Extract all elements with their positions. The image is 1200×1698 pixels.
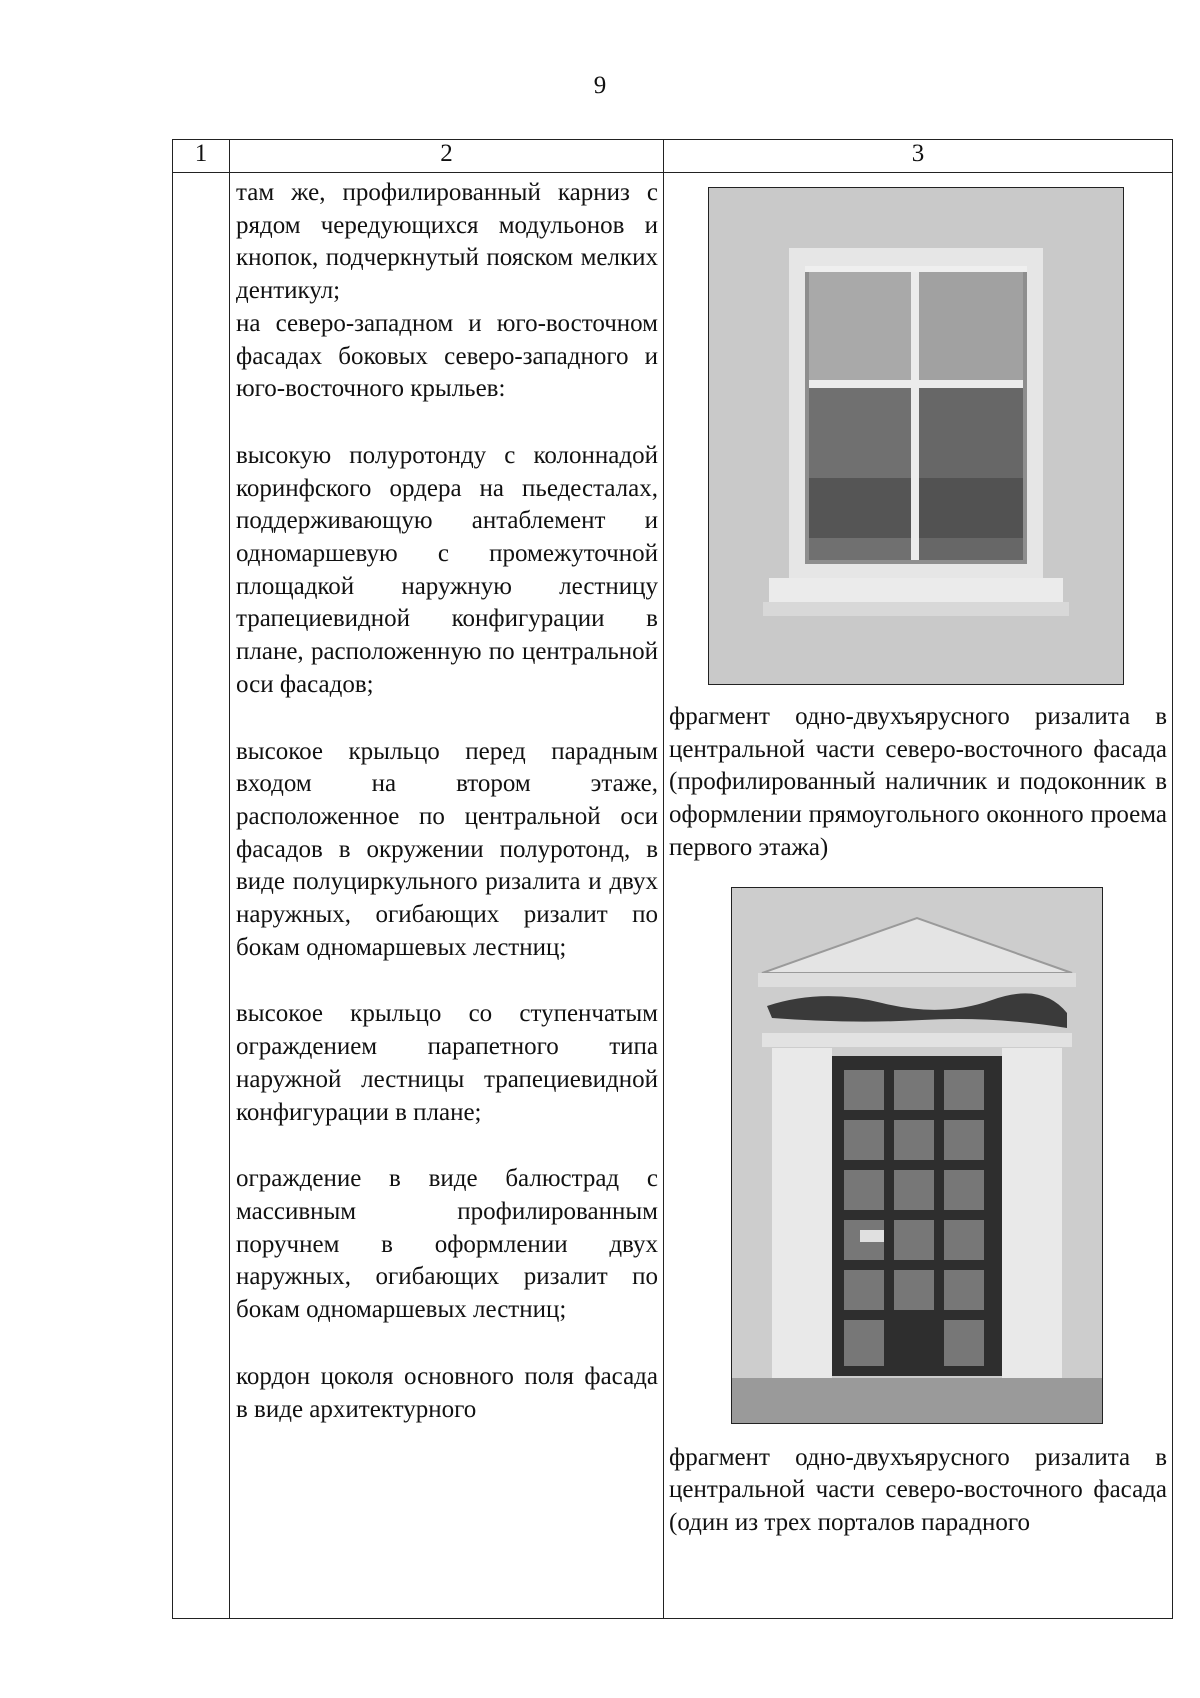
photo-cell [664, 173, 1173, 1619]
description-cell [230, 173, 664, 1619]
paragraph: высокое крыльцо со ступенчатым ограждением парапетного типа наружной лестницы трапециевидной конфигурации в плане; [236, 1000, 658, 1126]
paragraph: там же, профилированный карниз с рядом чередующихся модульонов и кнопок, подчеркнутый пояском мелких дентикул; [236, 179, 658, 305]
paragraph: высокую полуротонду с колоннадой коринфского ордера на пьедесталах, поддерживающую антаблемент и одномаршевую с промежуточной площадкой наружную лестницу трапециевидной конфигурации в плане, расположенную по центральной оси фасадов; [236, 441, 658, 698]
page-number: 9 [593, 72, 607, 99]
paragraph: кордон цоколя основного поля фасада в виде архитектурного [236, 1362, 658, 1423]
paragraph: на северо-западном и юго-восточном фасадах боковых северо-западного и юго-восточного крыльев: [236, 309, 658, 403]
photo-caption: фрагмент одно-двухъярусного ризалита в центральной части северо-восточного фасада (один из трех порталов парадного [669, 1443, 1167, 1536]
document-table [172, 139, 1173, 1619]
photo-caption: фрагмент одно-двухъярусного ризалита в центральной части северо-восточного фасада (профилированный наличник и подоконник в оформлении прямоугольного оконного проема первого этажа) [669, 703, 1167, 861]
portal-photo [731, 887, 1103, 1424]
header-cell-1: 1 [173, 140, 230, 173]
number-cell [173, 173, 230, 1619]
paragraph: ограждение в виде балюстрад с массивным профилированным поручнем в оформлении двух наружных, огибающих ризалит по бокам одномаршевых лестниц; [236, 1165, 658, 1324]
paragraph: высокое крыльцо перед парадным входом на втором этаже, расположенное по центральной оси фасадов в окружении полуротонд, в виде полуциркульного ризалита и двух наружных, огибающих ризалит по бокам одномаршевых лестниц; [236, 737, 658, 961]
header-cell-2: 2 [230, 140, 664, 173]
window-photo [708, 187, 1124, 685]
table-body-row [173, 173, 1173, 1619]
header-cell-3: 3 [664, 140, 1173, 173]
table-header-row [173, 140, 1173, 173]
